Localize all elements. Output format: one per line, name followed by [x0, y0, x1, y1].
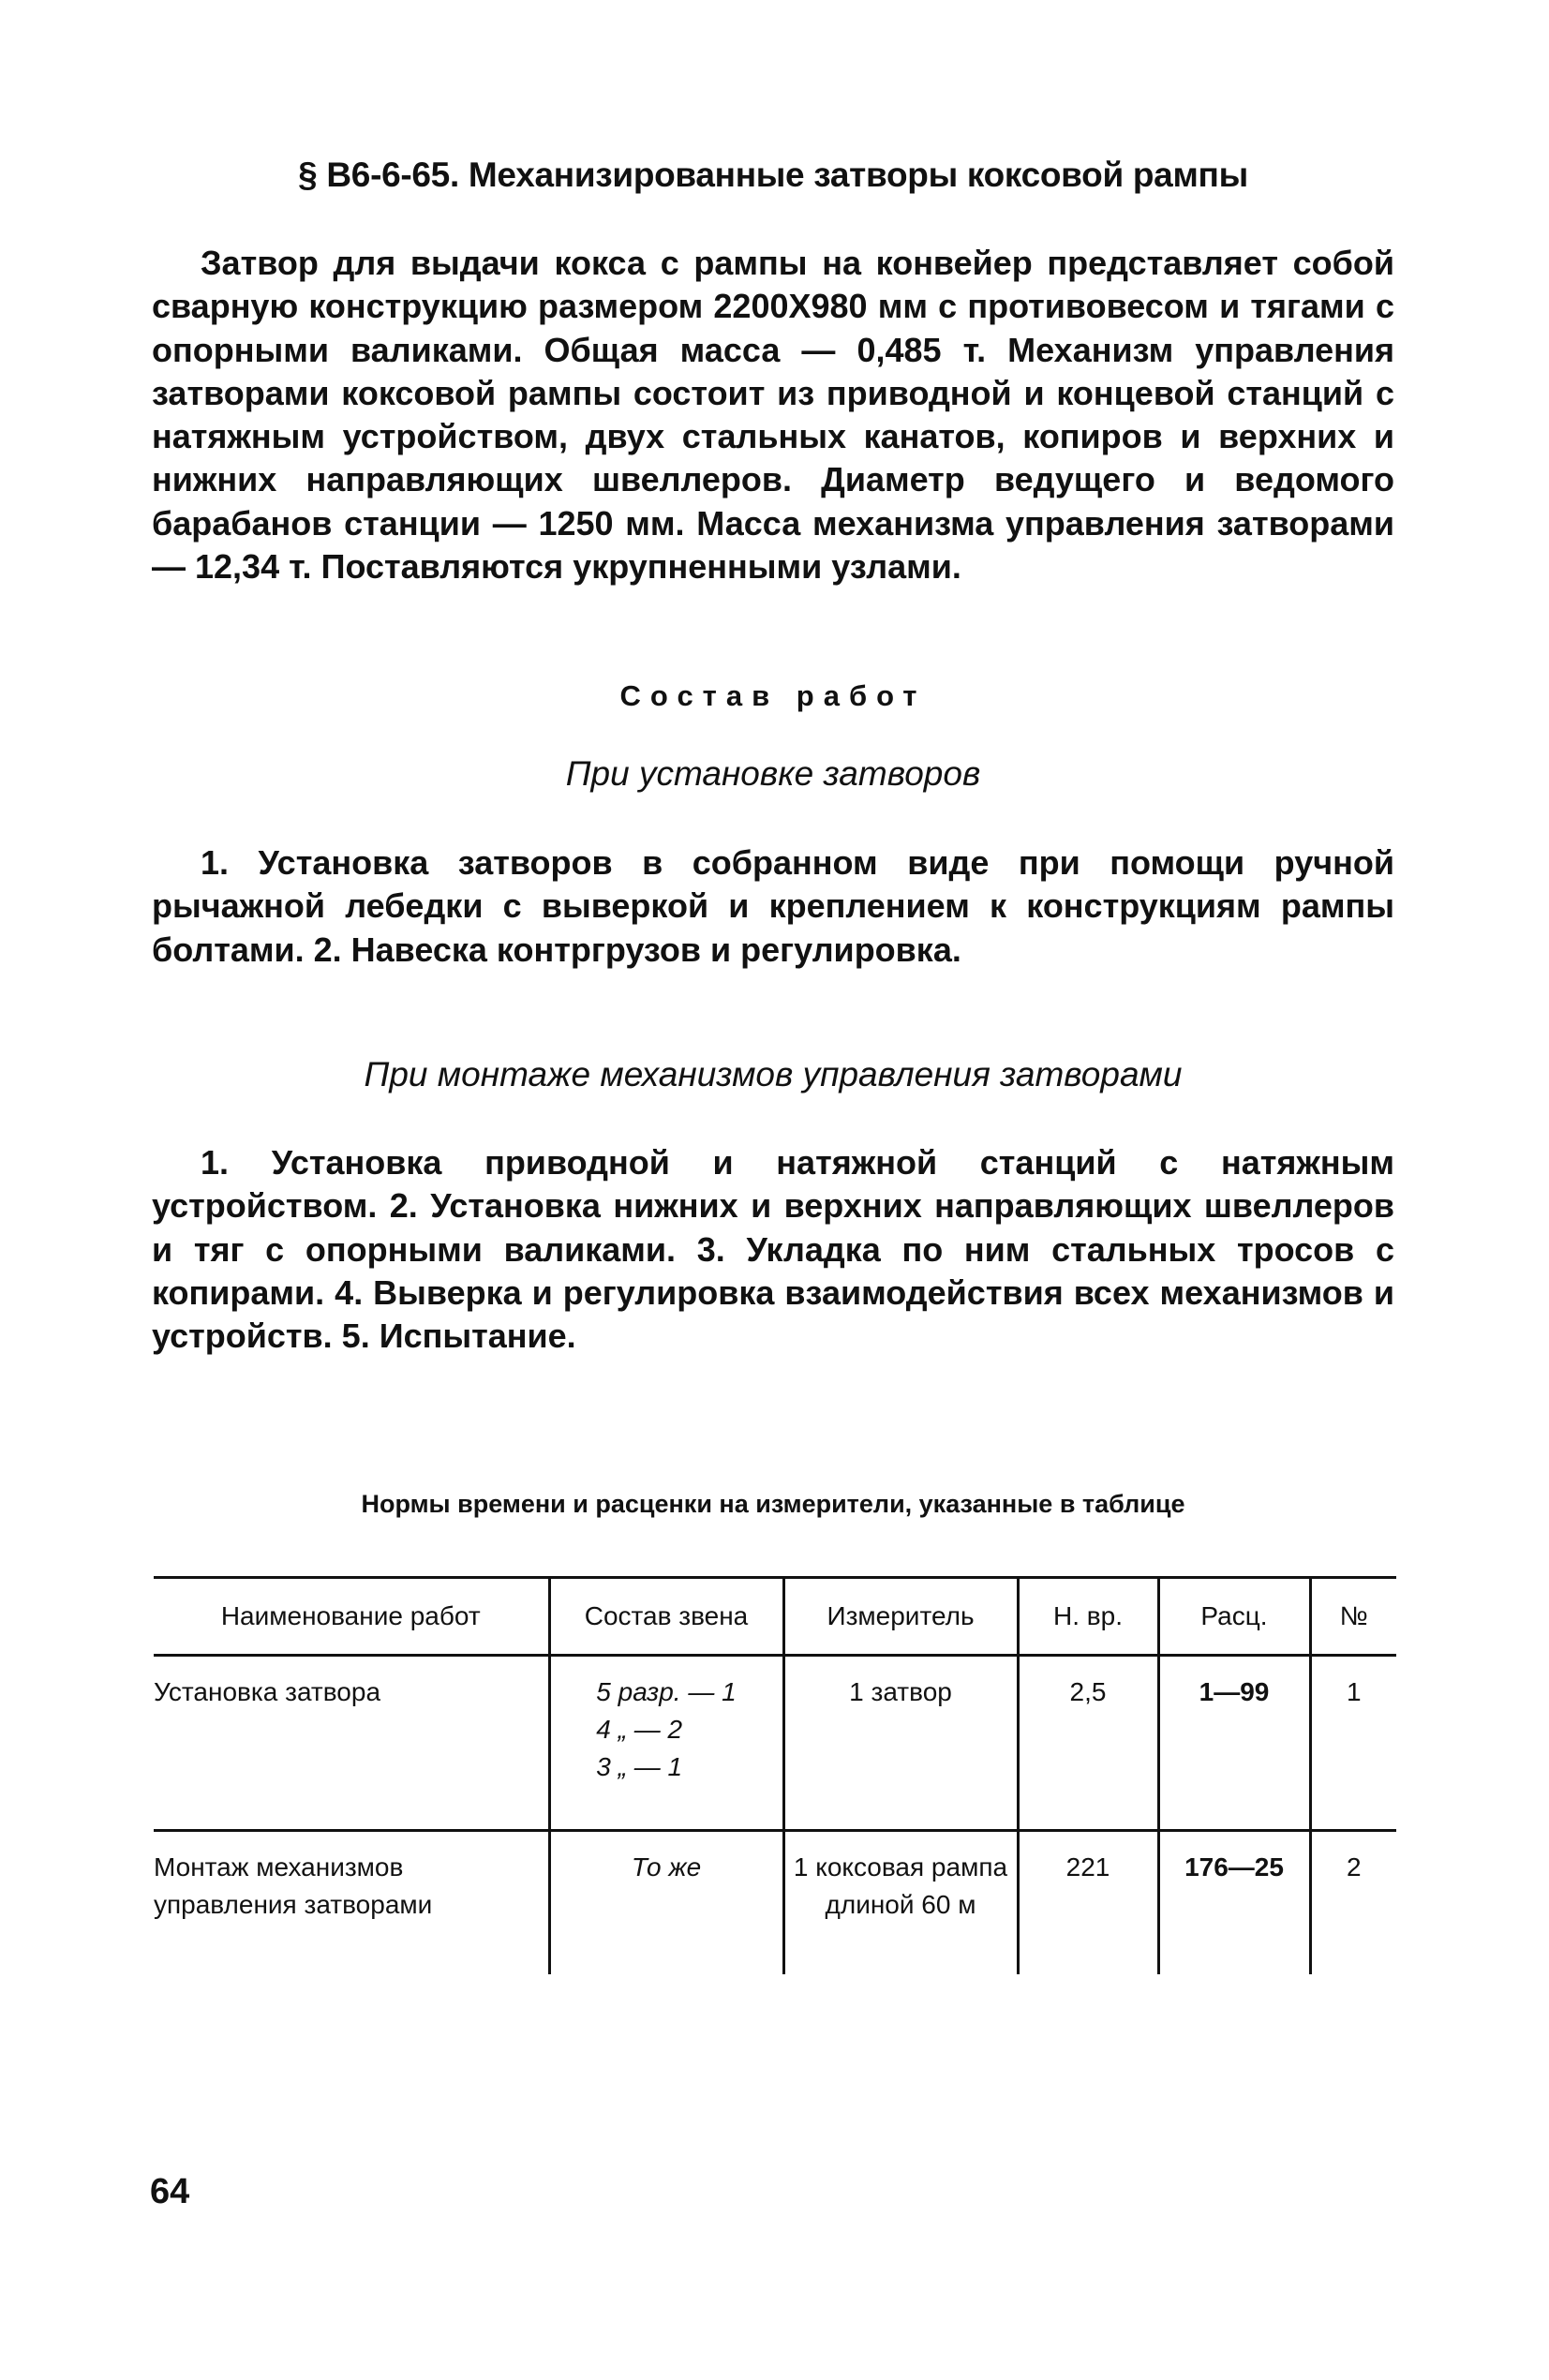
cell-rate: 1—99 [1158, 1656, 1310, 1831]
cell-unit: 1 коксовая рампа длиной 60 м [783, 1831, 1018, 1975]
gates-paragraph [152, 841, 1394, 972]
header-time-norm: Н. вр. [1018, 1578, 1158, 1656]
gates-text: 1. Установка затворов в собранном виде при помощи ручной рычажной лебедки с выверкой и креплением к конструкциям рампы болтами. 2. Навеска контргрузов и регулировка. [152, 843, 1394, 969]
table-title: Нормы времени и расценки на измерители, указанные в таблице [361, 1490, 1185, 1518]
header-number: № [1310, 1578, 1396, 1656]
section-heading: § В6-6-65. Механизированные затворы коксовой рампы [298, 156, 1248, 194]
cell-crew: То же [549, 1831, 783, 1975]
gates-subtitle: При установке затворов [565, 754, 981, 793]
cell-number: 1 [1310, 1656, 1396, 1831]
table-row [154, 1656, 1396, 1831]
cell-unit: 1 затвор [783, 1656, 1018, 1831]
cell-work-name: Установка затвора [154, 1656, 549, 1831]
mechanisms-text: 1. Установка приводной и натяжной станций с натяжным устройством. 2. Установка нижних и верхних направляющих швеллеров и тяг с опорными валиками. 3. Укладка по ним стальных тросов с копирами. 4. Выверка и регулировка взаимодействия всех механизмов и устройств. 5. Испытание. [152, 1143, 1394, 1356]
crew-line: 4 „ — 2 [596, 1715, 683, 1744]
page-number: 64 [150, 2172, 190, 2211]
mechanisms-paragraph [152, 1141, 1394, 1358]
cell-time-norm: 2,5 [1018, 1656, 1158, 1831]
cell-crew [549, 1656, 783, 1831]
header-unit: Измеритель [783, 1578, 1018, 1656]
norms-table [154, 1576, 1396, 1974]
table-header-row [154, 1578, 1396, 1656]
cell-time-norm: 221 [1018, 1831, 1158, 1975]
crew-line: 5 разр. — 1 [596, 1677, 737, 1706]
cell-number: 2 [1310, 1831, 1396, 1975]
mechanisms-subtitle: При монтаже механизмов управления затворами [364, 1055, 1183, 1093]
header-crew: Состав звена [549, 1578, 783, 1656]
header-work-name: Наименование работ [154, 1578, 549, 1656]
intro-paragraph [152, 242, 1394, 588]
intro-text: Затвор для выдачи кокса с рампы на конвейер представляет собой сварную конструкцию размером 2200X980 мм с противовесом и тягами с опорными валиками. Общая масса — 0,485 т. Механизм управления затворами коксовой рампы состоит из приводной и концевой станций с натяжным устройством, двух стальных канатов, копиров и верхних и нижних направляющих швеллеров. Диаметр ведущего и ведомого барабанов станции — 1250 мм. Масса механизма управления затворами — 12,34 т. Поставляются укрупненными узлами. [152, 244, 1394, 587]
table-row [154, 1831, 1396, 1975]
cell-rate: 176—25 [1158, 1831, 1310, 1975]
crew-list [596, 1673, 736, 1786]
work-composition-title: Состав работ [619, 679, 927, 712]
cell-work-name: Монтаж механизмов управления затворами [154, 1852, 433, 1919]
crew-line: 3 „ — 1 [596, 1752, 683, 1781]
header-rate: Расц. [1158, 1578, 1310, 1656]
